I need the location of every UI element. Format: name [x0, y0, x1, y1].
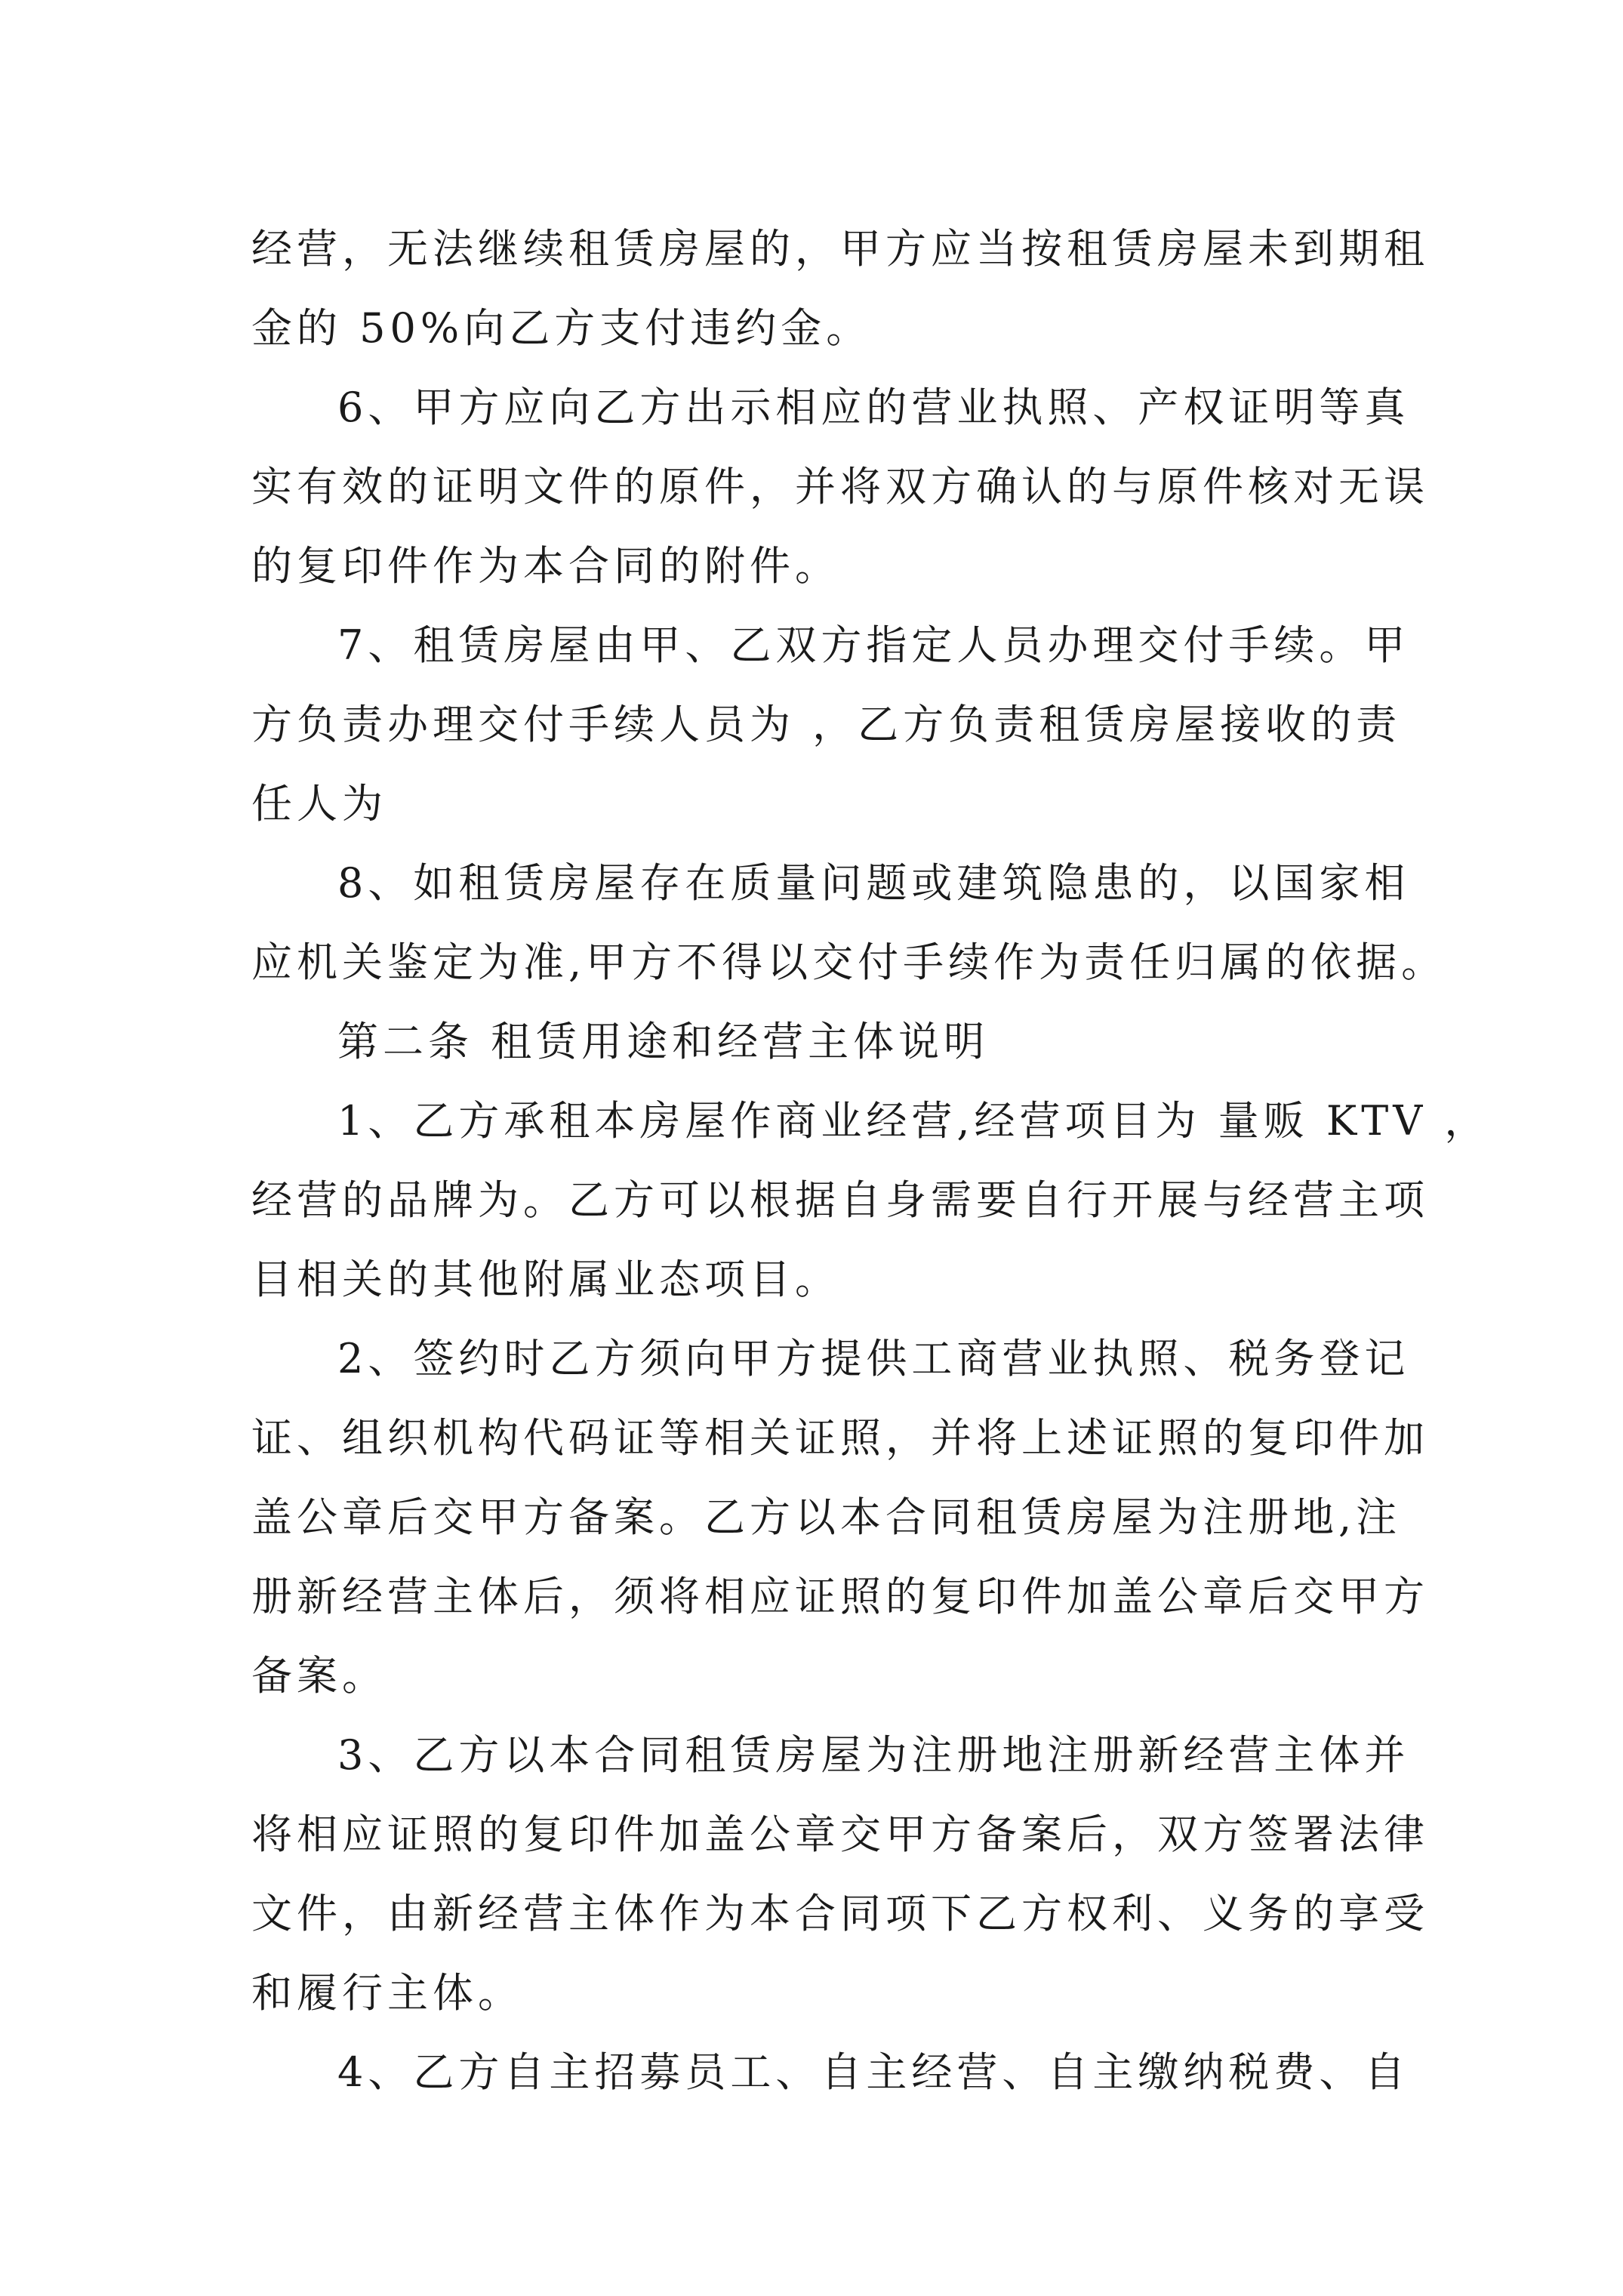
text-line-3: 6、甲方应向乙方出示相应的营业执照、产权证明等真 — [337, 384, 1410, 431]
section-heading: 第二条 租赁用途和经营主体说明 — [337, 1018, 990, 1065]
text-line-1: 经营，无法继续租赁房屋的，甲方应当按租赁房屋未到期租 — [251, 225, 1429, 273]
text-line-7: 方负责办理交付手续人员为 ，乙方负责租赁房屋接收的责 — [251, 701, 1402, 748]
text-line-10: 应机关鉴定为准,甲方不得以交付手续作为责任归属的依据。 — [251, 938, 1447, 986]
text-line-4: 实有效的证明文件的原件，并将双方确认的与原件核对无误 — [251, 463, 1429, 510]
text-line-24: 4、乙方自主招募员工、自主经营、自主缴纳税费、自 — [337, 2048, 1410, 2096]
text-line-8: 任人为 — [251, 780, 387, 827]
text-line-6: 7、租赁房屋由甲、乙双方指定人员办理交付手续。甲 — [337, 621, 1410, 669]
text-line-17: 盖公章后交甲方备案。乙方以本合同租赁房屋为注册地,注 — [251, 1493, 1402, 1541]
text-line-20: 3、乙方以本合同租赁房屋为注册地注册新经营主体并 — [337, 1731, 1410, 1779]
text-line-22: 文件，由新经营主体作为本合同项下乙方权利、义务的享受 — [251, 1890, 1429, 1937]
text-line-16: 证、组织机构代码证等相关证照，并将上述证照的复印件加 — [251, 1414, 1429, 1462]
text-line-14: 目相关的其他附属业态项目。 — [251, 1256, 840, 1303]
text-line-21: 将相应证照的复印件加盖公章交甲方备案后，双方签署法律 — [251, 1811, 1429, 1858]
text-line-2: 金的 50%向乙方支付违约金。 — [251, 304, 872, 352]
text-line-15: 2、签约时乙方须向甲方提供工商营业执照、税务登记 — [337, 1335, 1410, 1382]
text-line-18: 册新经营主体后，须将相应证照的复印件加盖公章后交甲方 — [251, 1573, 1429, 1620]
text-line-12: 1、乙方承租本房屋作商业经营,经营项目为 量贩 KTV ， — [337, 1097, 1490, 1145]
text-line-13: 经营的品牌为。乙方可以根据自身需要自行开展与经营主项 — [251, 1176, 1429, 1224]
text-line-19: 备案。 — [251, 1652, 387, 1700]
text-line-5: 的复印件作为本合同的附件。 — [251, 542, 840, 590]
text-line-9: 8、如租赁房屋存在质量问题或建筑隐患的，以国家相 — [337, 859, 1410, 907]
text-line-23: 和履行主体。 — [251, 1969, 523, 2017]
